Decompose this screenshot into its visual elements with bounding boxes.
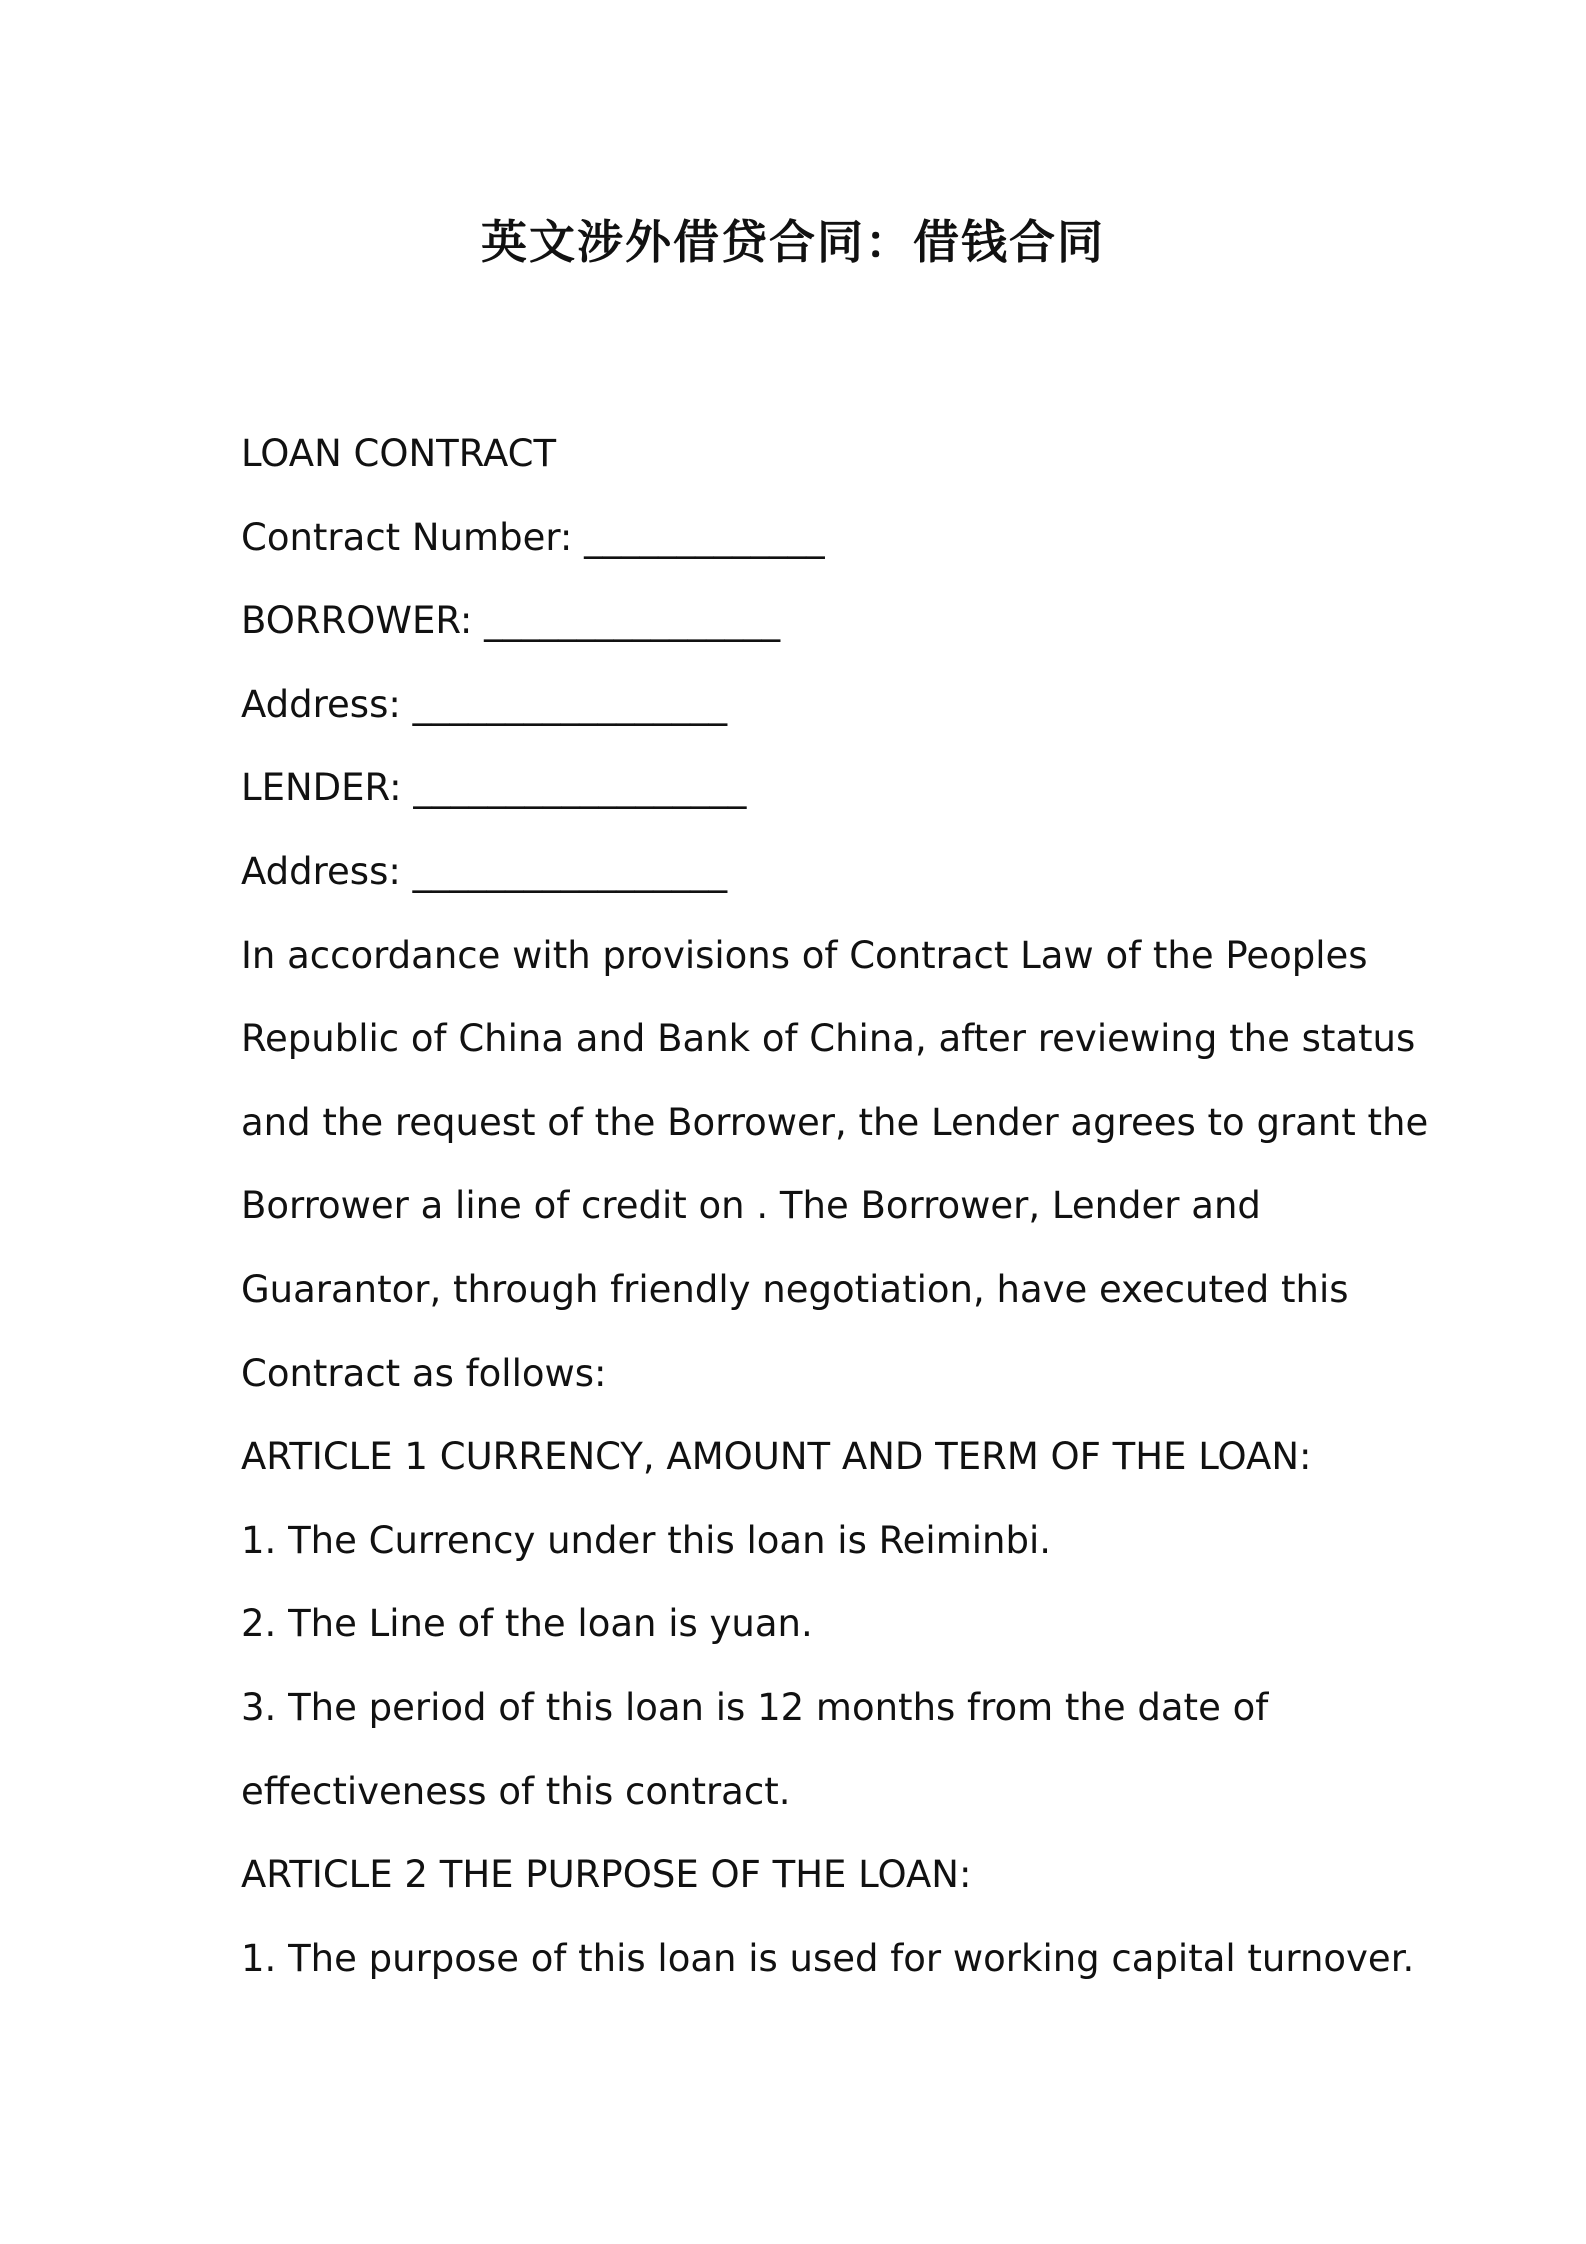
article-1-heading: ARTICLE 1 CURRENCY, AMOUNT AND TERM OF THE LOAN: <box>241 1435 1312 1479</box>
contract-number-field: Contract Number: _____________ <box>241 515 825 559</box>
article-2-clause: 1. The purpose of this loan is used for working capital turnover. <box>241 1936 1415 1980</box>
lender-address-field: Address: _________________ <box>241 849 728 893</box>
article-1-clause: effectiveness of this contract. <box>241 1769 791 1813</box>
preamble-line: Guarantor, through friendly negotiation, have executed this <box>241 1267 1349 1311</box>
preamble-line: and the request of the Borrower, the Lender agrees to grant the <box>241 1100 1429 1144</box>
article-1-clause: 2. The Line of the loan is yuan. <box>241 1602 813 1646</box>
borrower-address-field: Address: _________________ <box>241 682 728 726</box>
preamble-line: In accordance with provisions of Contract Law of the Peoples <box>241 933 1368 977</box>
contract-heading: LOAN CONTRACT <box>241 432 557 475</box>
article-1-clause: 1. The Currency under this loan is Reiminbi. <box>241 1518 1052 1562</box>
borrower-field: BORROWER: ________________ <box>241 599 781 643</box>
preamble-line: Contract as follows: <box>241 1351 607 1395</box>
preamble-line: Borrower a line of credit on . The Borrower, Lender and <box>241 1184 1261 1228</box>
article-2-heading: ARTICLE 2 THE PURPOSE OF THE LOAN: <box>241 1853 972 1897</box>
document-body <box>241 412 1429 2000</box>
article-1-clause: 3. The period of this loan is 12 months from the date of <box>241 1685 1269 1729</box>
lender-field: LENDER: __________________ <box>241 766 747 810</box>
document-title: 英文涉外借贷合同：借钱合同 <box>481 215 1105 269</box>
preamble-line: Republic of China and Bank of China, after reviewing the status <box>241 1017 1416 1061</box>
